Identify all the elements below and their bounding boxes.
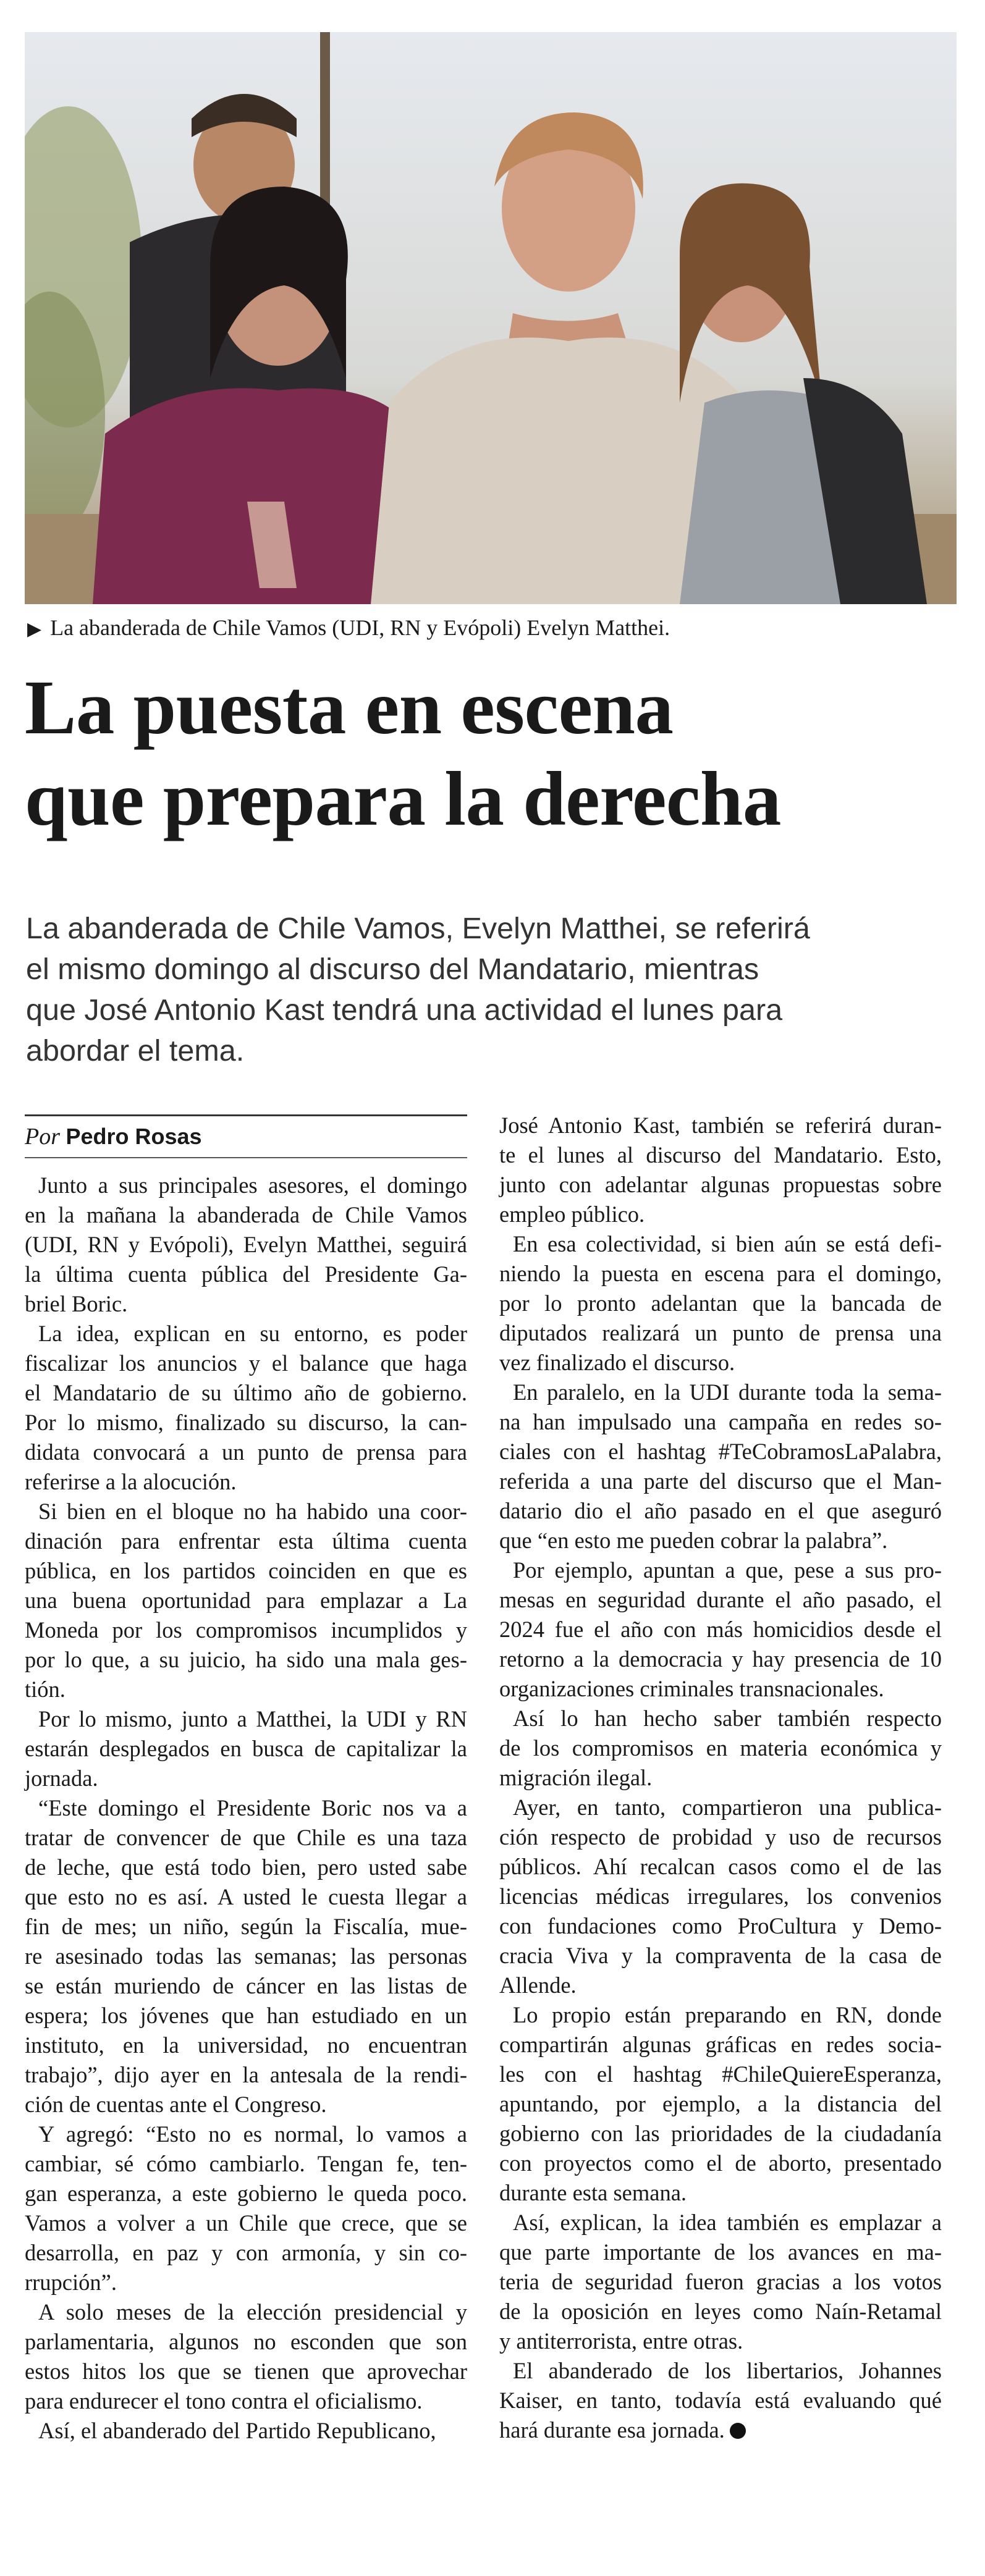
article-line: empleo público. bbox=[499, 1202, 645, 1227]
article-line: rrupción”. bbox=[25, 2270, 117, 2295]
article-line: y antiterrorista, entre otras. bbox=[499, 2328, 743, 2354]
article-line: Así, explican, la idea también es emplazar a bbox=[513, 2210, 942, 2235]
article-paragraph bbox=[499, 1793, 942, 2000]
article-column-1 bbox=[25, 1171, 467, 2446]
article-line: datario dio el año pasado en el que aseguró bbox=[499, 1498, 942, 1523]
article-paragraph bbox=[499, 2356, 942, 2445]
article-line: La idea, explican en su entorno, es poder bbox=[38, 1321, 467, 1346]
article-paragraph bbox=[25, 1793, 467, 2119]
headline bbox=[25, 662, 958, 845]
article-line: en la mañana la abanderada de Chile Vamos bbox=[25, 1202, 467, 1227]
article-line: trabajo”, dijo ayer en la antesala de la rendi- bbox=[25, 2062, 467, 2087]
article-paragraph bbox=[25, 2119, 467, 2297]
article-line: referirse a la alocución. bbox=[25, 1469, 237, 1494]
article-line: compartirán algunas gráficas en redes socia- bbox=[499, 2032, 942, 2057]
article-line: En paralelo, en la UDI durante toda la sema- bbox=[513, 1379, 942, 1405]
article-line: con proyectos como el de aborto, presentado bbox=[499, 2150, 942, 2176]
deck-summary bbox=[26, 908, 953, 1071]
article-column-2 bbox=[499, 1111, 942, 2445]
article-line: José Antonio Kast, también se referirá duran- bbox=[499, 1113, 942, 1138]
article-line: gan esperanza, a este gobierno le queda poco. bbox=[25, 2181, 467, 2206]
article-line: el Mandatario de su último año de gobierno. bbox=[25, 1380, 467, 1405]
article-paragraph bbox=[499, 1111, 942, 1229]
byline-rule-top bbox=[25, 1114, 467, 1116]
article-line: 2024 fue el año con más homicidios desde el bbox=[499, 1617, 942, 1642]
article-line: pública, en los partidos coinciden en que es bbox=[25, 1558, 467, 1583]
article-line: tión. bbox=[25, 1677, 66, 1702]
article-line: Allende. bbox=[499, 1972, 577, 1998]
article-line: Junto a sus principales asesores, el domingo bbox=[38, 1172, 467, 1198]
article-line: Así lo han hecho saber también respecto bbox=[513, 1706, 942, 1731]
article-paragraph bbox=[499, 2208, 942, 2356]
article-line: jornada. bbox=[25, 1766, 98, 1791]
article-paragraph bbox=[25, 2416, 467, 2446]
article-line: parlamentaria, algunos no esconden que son bbox=[25, 2329, 467, 2354]
article-line: ción de cuentas ante el Congreso. bbox=[25, 2092, 327, 2117]
article-line: diputados realizará un punto de prensa una bbox=[499, 1320, 942, 1345]
article-line: gobierno con las prioridades de la ciudadanía bbox=[499, 2121, 942, 2146]
article-line: Así, el abanderado del Partido Republicano, bbox=[38, 2418, 436, 2443]
article-paragraph bbox=[499, 1555, 942, 1704]
article-line: que esto no es así. A usted le cuesta llegar a bbox=[25, 1884, 467, 1909]
article-line: Por lo mismo, finalizado su discurso, la can- bbox=[25, 1410, 467, 1435]
article-line: les con el hashtag #ChileQuiereEsperanza, bbox=[499, 2061, 942, 2087]
caption-marker-icon: ▶ bbox=[27, 619, 42, 639]
article-line: na han impulsado una campaña en redes so- bbox=[499, 1409, 942, 1434]
article-line: estarán desplegados en busca de capitalizar la bbox=[25, 1736, 467, 1761]
article-line: cambiar, sé cómo cambiarlo. Tengan fe, ten- bbox=[25, 2151, 467, 2176]
article-line: Por ejemplo, apuntan a que, pese a sus pro- bbox=[513, 1557, 942, 1583]
deck-line: abordar el tema. bbox=[26, 1034, 245, 1067]
article-line: durante esta semana. bbox=[499, 2180, 687, 2205]
article-line: estos hitos los que se tienen que aprovechar bbox=[25, 2359, 467, 2384]
article-line: de la oposición en leyes como Naín-Retamal bbox=[499, 2299, 942, 2324]
article-line: Kaiser, en tanto, todavía está evaluando qué bbox=[499, 2388, 942, 2413]
article-line: por lo que, a su juicio, ha sido una mala ges- bbox=[25, 1647, 467, 1672]
article-line: Lo propio están preparando en RN, donde bbox=[513, 2002, 942, 2027]
deck-line: que José Antonio Kast tendrá una actividad el lunes para bbox=[26, 993, 783, 1027]
article-paragraph bbox=[25, 1319, 467, 1497]
article-line: de leche, que está todo bien, pero usted sabe bbox=[25, 1854, 467, 1880]
article-paragraph bbox=[25, 1497, 467, 1704]
byline-prefix: Por bbox=[25, 1124, 60, 1150]
article-line: hará durante esa jornada. bbox=[499, 2415, 942, 2445]
article-line: Y agregó: “Esto no es normal, lo vamos a bbox=[38, 2121, 467, 2147]
article-line: niendo la puesta en escena para el domingo, bbox=[499, 1261, 942, 1286]
article-photo bbox=[25, 32, 957, 604]
article-line: ción respecto de probidad y uso de recursos bbox=[499, 1824, 942, 1850]
article-line: migración ilegal. bbox=[499, 1765, 653, 1790]
article-line: de los compromisos en materia económica y bbox=[499, 1735, 942, 1761]
article-paragraph bbox=[499, 1229, 942, 1378]
article-line: vez finalizado el discurso. bbox=[499, 1350, 735, 1375]
photo-illustration bbox=[25, 32, 957, 604]
article-line: ciales con el hashtag #TeCobramosLaPalabra, bbox=[499, 1439, 942, 1464]
article-line: Por lo mismo, junto a Matthei, la UDI y RN bbox=[38, 1706, 467, 1732]
article-line: licencias médicas irregulares, los convenios bbox=[499, 1884, 942, 1909]
headline-line: que prepara la derecha bbox=[25, 757, 781, 842]
article-line: briel Boric. bbox=[25, 1291, 128, 1316]
article-line: públicos. Ahí recalcan casos como el de las bbox=[499, 1854, 942, 1879]
article-line: A solo meses de la elección presidencial y bbox=[38, 2299, 467, 2325]
article-line: para endurecer el tono contra el oficialismo. bbox=[25, 2388, 423, 2414]
article-line: apuntando, por ejemplo, a la distancia del bbox=[499, 2091, 942, 2116]
deck-line: La abanderada de Chile Vamos, Evelyn Matthei, se referirá bbox=[26, 912, 810, 945]
byline bbox=[25, 1119, 467, 1154]
article-paragraph bbox=[499, 1704, 942, 1793]
article-line: didata convocará a un punto de prensa para bbox=[25, 1439, 467, 1465]
byline-rule-bottom bbox=[25, 1157, 467, 1158]
article-line: junto con adelantar algunas propuestas sobre bbox=[499, 1172, 942, 1197]
article-line: que parte importante de los avances en ma- bbox=[499, 2239, 942, 2265]
article-line: Si bien en el bloque no ha habido una coor- bbox=[38, 1499, 467, 1524]
article-line: se están muriendo de cáncer en las listas de bbox=[25, 1973, 467, 1998]
byline-author: Pedro Rosas bbox=[66, 1124, 202, 1149]
article-line: Moneda por los compromisos incumplidos y bbox=[25, 1617, 467, 1643]
article-line: te el lunes al discurso del Mandatario. Esto, bbox=[499, 1142, 942, 1168]
article-line: Vamos a volver a un Chile que crece, que se bbox=[25, 2210, 467, 2236]
article-line: (UDI, RN y Evópoli), Evelyn Matthei, seguirá bbox=[25, 1232, 467, 1257]
photo-caption bbox=[27, 609, 954, 646]
article-paragraph bbox=[499, 1378, 942, 1555]
article-line: desarrolla, en paz y con armonía, y sin co- bbox=[25, 2240, 467, 2265]
article-paragraph bbox=[25, 1704, 467, 1793]
article-line: una buena oportunidad para emplazar a La bbox=[25, 1588, 467, 1613]
article-line: fin de mes; un niño, según la Fiscalía, mue- bbox=[25, 1914, 467, 1939]
article-line: Ayer, en tanto, compartieron una publica- bbox=[513, 1795, 942, 1820]
article-line: retorno a la democracia y hay presencia de 10 bbox=[499, 1646, 942, 1672]
article-line: mesas en seguridad durante el año pasado, el bbox=[499, 1587, 942, 1612]
article-line: re asesinado todas las semanas; las personas bbox=[25, 1943, 467, 1969]
article-line: con fundaciones como ProCultura y Demo- bbox=[499, 1913, 942, 1938]
article-line: la última cuenta pública del Presidente Ga- bbox=[25, 1261, 467, 1287]
article-paragraph bbox=[25, 1171, 467, 1319]
caption-text: La abanderada de Chile Vamos (UDI, RN y Evópoli) Evelyn Matthei. bbox=[50, 615, 670, 640]
article-line: “Este domingo el Presidente Boric nos va a bbox=[38, 1795, 467, 1820]
article-line: En esa colectividad, si bien aún se está defi- bbox=[513, 1231, 942, 1256]
deck-line: el mismo domingo al discurso del Mandatario, mientras bbox=[26, 953, 759, 986]
article-line: organizaciones criminales transnacionales. bbox=[499, 1676, 884, 1701]
article-line: que “en esto me pueden cobrar la palabra”. bbox=[499, 1528, 888, 1553]
article-line: tratar de convencer de que Chile es una taza bbox=[25, 1825, 467, 1850]
article-line: espera; los jóvenes que han estudiado en un bbox=[25, 2003, 467, 2028]
article-line: dinación para enfrentar esta última cuenta bbox=[25, 1528, 467, 1554]
article-line: referida a una parte del discurso que el Man- bbox=[499, 1468, 942, 1494]
end-of-article-icon bbox=[730, 2423, 746, 2439]
article-line: por lo pronto adelantan que la bancada de bbox=[499, 1290, 942, 1316]
article-line: El abanderado de los libertarios, Johannes bbox=[513, 2358, 942, 2383]
article-line: teria de seguridad fueron gracias a los votos bbox=[499, 2269, 942, 2294]
article-line: fiscalizar los anuncios y el balance que haga bbox=[25, 1350, 467, 1376]
headline-line: La puesta en escena bbox=[25, 665, 674, 751]
article-paragraph bbox=[25, 2297, 467, 2416]
article-paragraph bbox=[499, 2000, 942, 2208]
article-line: cracia Viva y la compraventa de la casa de bbox=[499, 1943, 942, 1968]
article-line: instituto, en la universidad, no encuentran bbox=[25, 2032, 467, 2058]
